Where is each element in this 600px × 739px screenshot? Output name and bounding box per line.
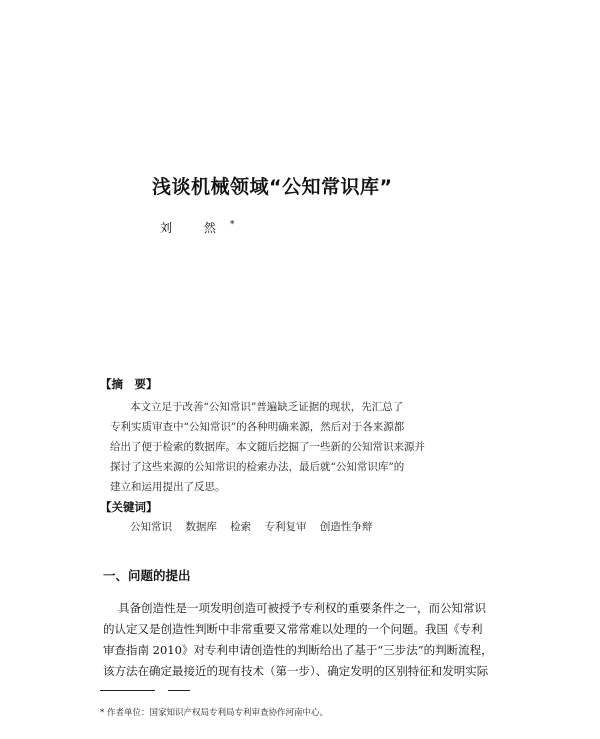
section-heading: 一、问题的提出 [103,568,191,583]
footnote-rule [100,690,155,691]
author-name [160,219,234,236]
abstract-line: 建立和运用提出了反思。 [110,481,226,493]
footnote: * 作者单位：国家知识产权局专利局专利审查协作河南中心。 [100,708,328,718]
author-name-text: 刘 然 [160,221,230,235]
footnote-rule [168,690,190,691]
abstract-heading: 【摘 要】 [100,377,158,391]
body-line: 该方法在确定最接近的现有技术（第一步）、确定发明的区别特征和发明实际 [103,664,489,678]
body-line: 具备创造性是一项发明创造可被授予专利权的重要条件之一，而公知常识 [118,601,486,615]
body-line: 的认定又是创造性判断中非常重要又常常难以处理的一个问题。我国《专利 [103,622,483,636]
paper-title: 浅谈机械领域“公知常识库” [152,176,393,198]
abstract-line: 给出了便于检索的数据库。本文随后挖掘了一些新的公知常识来源并 [110,441,425,453]
abstract-line: 专利实质审查中“公知常识”的各种明确来源，然后对于各来源都 [110,421,405,433]
author-footnote-mark: * [229,220,235,230]
body-line: 审查指南 2010》对专利申请创造性的判断给出了基于“三步法”的判断流程， [103,643,493,657]
abstract-line: 探讨了这些来源的公知常识的检索办法，最后就“公知常识库”的 [110,461,405,473]
keywords-list: 公知常识 数据库 检索 专利复审 创造性争辩 [130,521,373,533]
keywords-heading: 【关键词】 [100,500,158,514]
abstract-line: 本文立足于改善“公知常识”普遍缺乏证据的现状，先汇总了 [130,401,404,413]
